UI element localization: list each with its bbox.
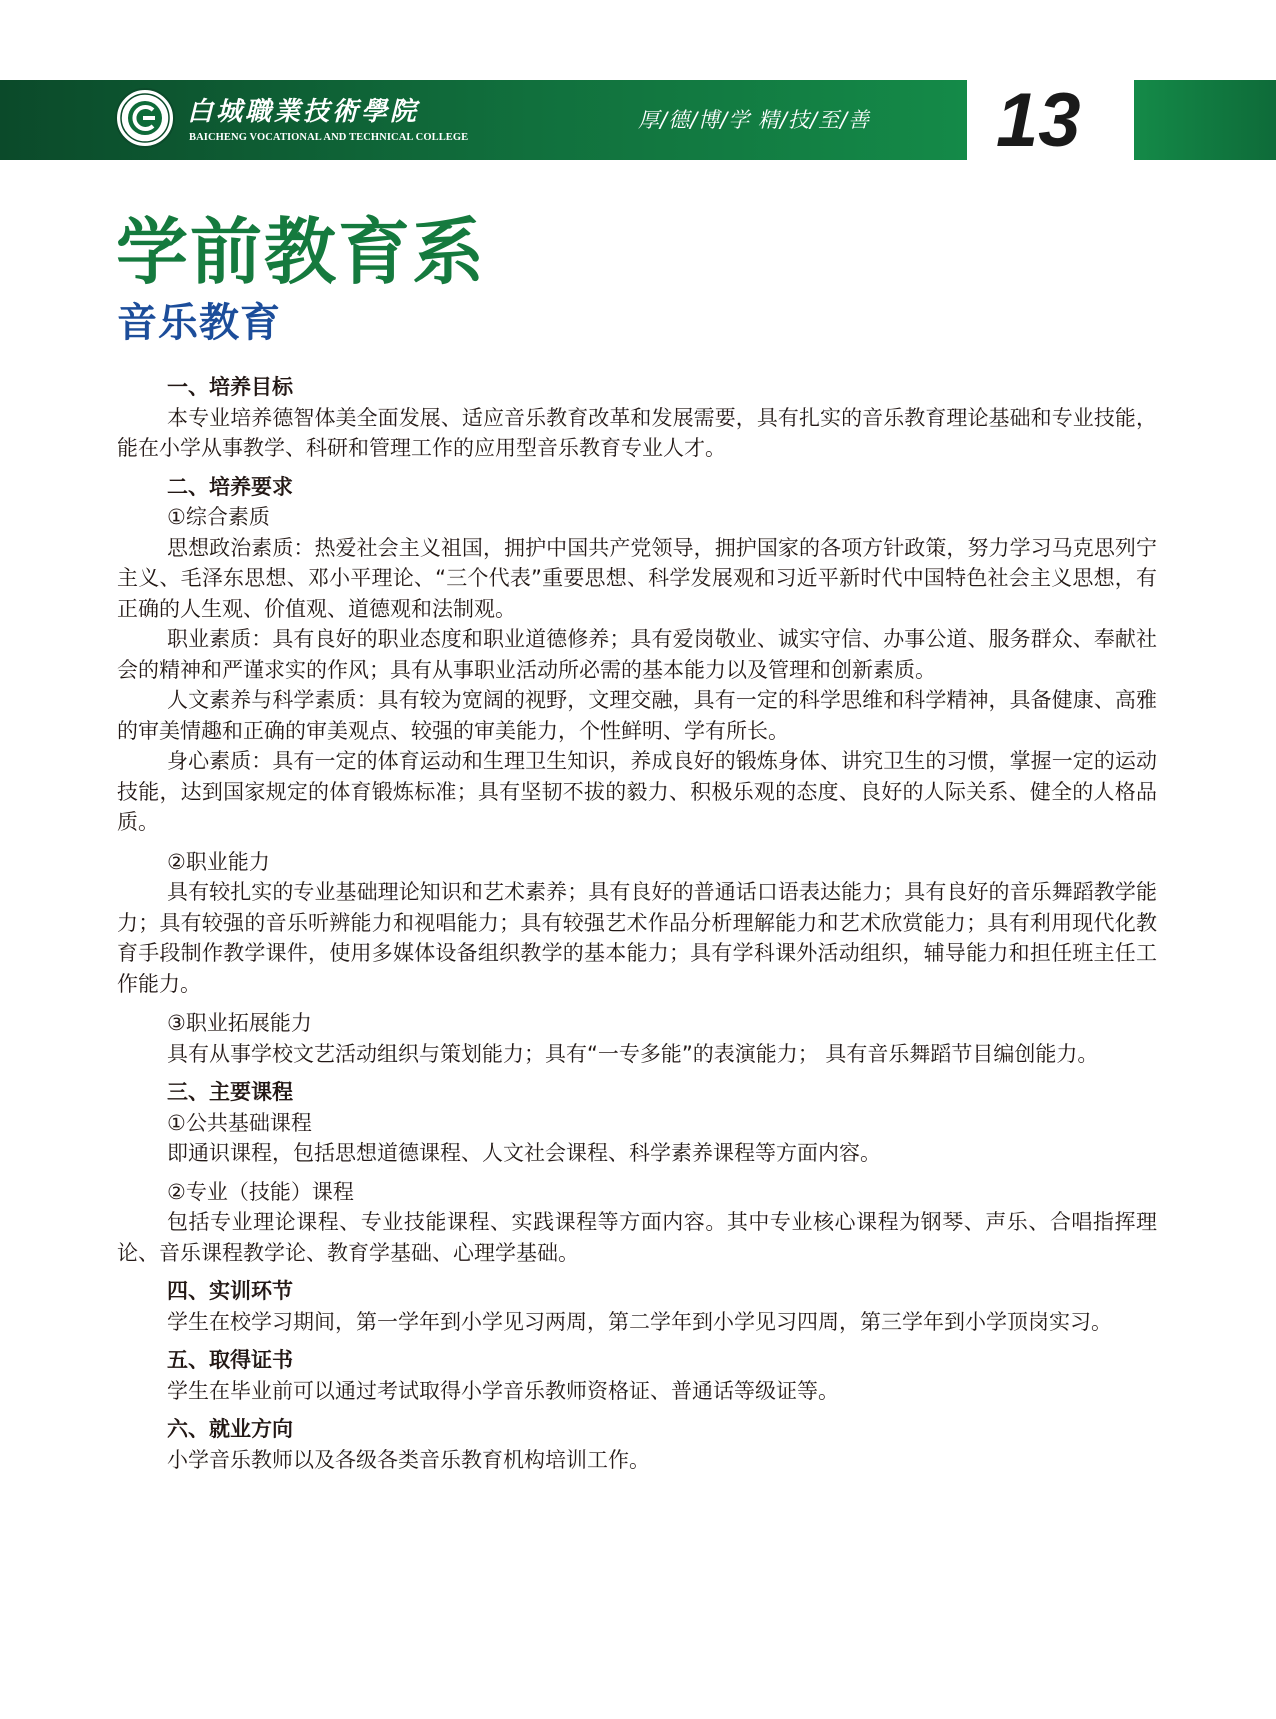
section-heading: 一、培养目标: [167, 375, 293, 399]
college-motto: 厚/德/博/学 精/技/至/善: [638, 108, 871, 132]
section-heading: 四、实训环节: [167, 1279, 293, 1303]
section-heading: 二、培养要求: [167, 474, 293, 499]
main-content: [117, 372, 1157, 1475]
paragraph: 人文素养与科学素质：具有较为宽阔的视野，文理交融，具有一定的科学思维和科学精神，具备健康、高雅的审美情趣和正确的审美观点、较强的审美能力，个性鲜明、学有所长。: [117, 688, 1157, 743]
major-title: 音乐教育: [117, 300, 281, 346]
page-number: 13: [996, 78, 1081, 163]
college-name-cn: 白城職業技術學院: [187, 97, 420, 127]
paragraph: 小学音乐教师以及各级各类音乐教育机构培训工作。: [167, 1447, 650, 1472]
paragraph: 即通识课程，包括思想道德课程、人文社会课程、科学素养课程等方面内容。: [167, 1141, 881, 1165]
paragraph: 具有从事学校文艺活动组织与策划能力；具有“一专多能”的表演能力； 具有音乐舞蹈节目编创能力。: [167, 1041, 1099, 1066]
college-seal-icon: [115, 88, 175, 148]
paragraph: 身心素质：具有一定的体育运动和生理卫生知识，养成良好的锻炼身体、讲究卫生的习惯，掌握一定的运动技能，达到国家规定的体育锻炼标准；具有坚韧不拔的毅力、积极乐观的态度、良好的人际关系、健全的人格品质。: [117, 749, 1157, 834]
section-heading: 三、主要课程: [167, 1080, 293, 1104]
paragraph: 包括专业理论课程、专业技能课程、实践课程等方面内容。其中专业核心课程为钢琴、声乐、合唱指挥理论、音乐课程教学论、教育学基础、心理学基础。: [117, 1210, 1157, 1265]
header-right-band: [1134, 80, 1276, 160]
paragraph: 本专业培养德智体美全面发展、适应音乐教育改革和发展需要，具有扎实的音乐教育理论基础和专业技能，能在小学从事教学、科研和管理工作的应用型音乐教育专业人才。: [117, 405, 1157, 460]
subsection-heading: ②专业（技能）课程: [167, 1179, 354, 1204]
section-heading: 六、就业方向: [167, 1417, 293, 1441]
paragraph: 职业素质：具有良好的职业态度和职业道德修养；具有爱岗敬业、诚实守信、办事公道、服务群众、奉献社会的精神和严谨求实的作风；具有从事职业活动所必需的基本能力以及管理和创新素质。: [117, 627, 1157, 682]
paragraph: 思想政治素质：热爱社会主义祖国，拥护中国共产党领导，拥护国家的各项方针政策，努力学习马克思列宁主义、毛泽东思想、邓小平理论、“三个代表”重要思想、科学发展观和习近平新时代中国特色社会主义思想，有正确的人生观、价值观、道德观和法制观。: [117, 535, 1157, 621]
paragraph: 学生在毕业前可以通过考试取得小学音乐教师资格证、普通话等级证等。: [167, 1378, 839, 1403]
department-title: 学前教育系: [116, 210, 487, 294]
paragraph: 学生在校学习期间，第一学年到小学见习两周，第二学年到小学见习四周，第三学年到小学顶岗实习。: [167, 1309, 1112, 1334]
section-heading: 五、取得证书: [167, 1348, 293, 1372]
paragraph: 具有较扎实的专业基础理论知识和艺术素养；具有良好的普通话口语表达能力；具有良好的音乐舞蹈教学能力；具有较强的音乐听辨能力和视唱能力；具有较强艺术作品分析理解能力和艺术欣赏能力；具有利用现代化教育手段制作教学课件，使用多媒体设备组织教学的基本能力；具有学科课外活动组织，辅导能力和担任班主任工作能力。: [117, 880, 1157, 996]
college-name-en: BAICHENG VOCATIONAL AND TECHNICAL COLLEGE: [189, 132, 469, 143]
subsection-heading: ②职业能力: [167, 849, 270, 874]
subsection-heading: ③职业拓展能力: [167, 1011, 312, 1035]
subsection-heading: ①公共基础课程: [167, 1110, 312, 1135]
subsection-heading: ①综合素质: [167, 505, 270, 529]
